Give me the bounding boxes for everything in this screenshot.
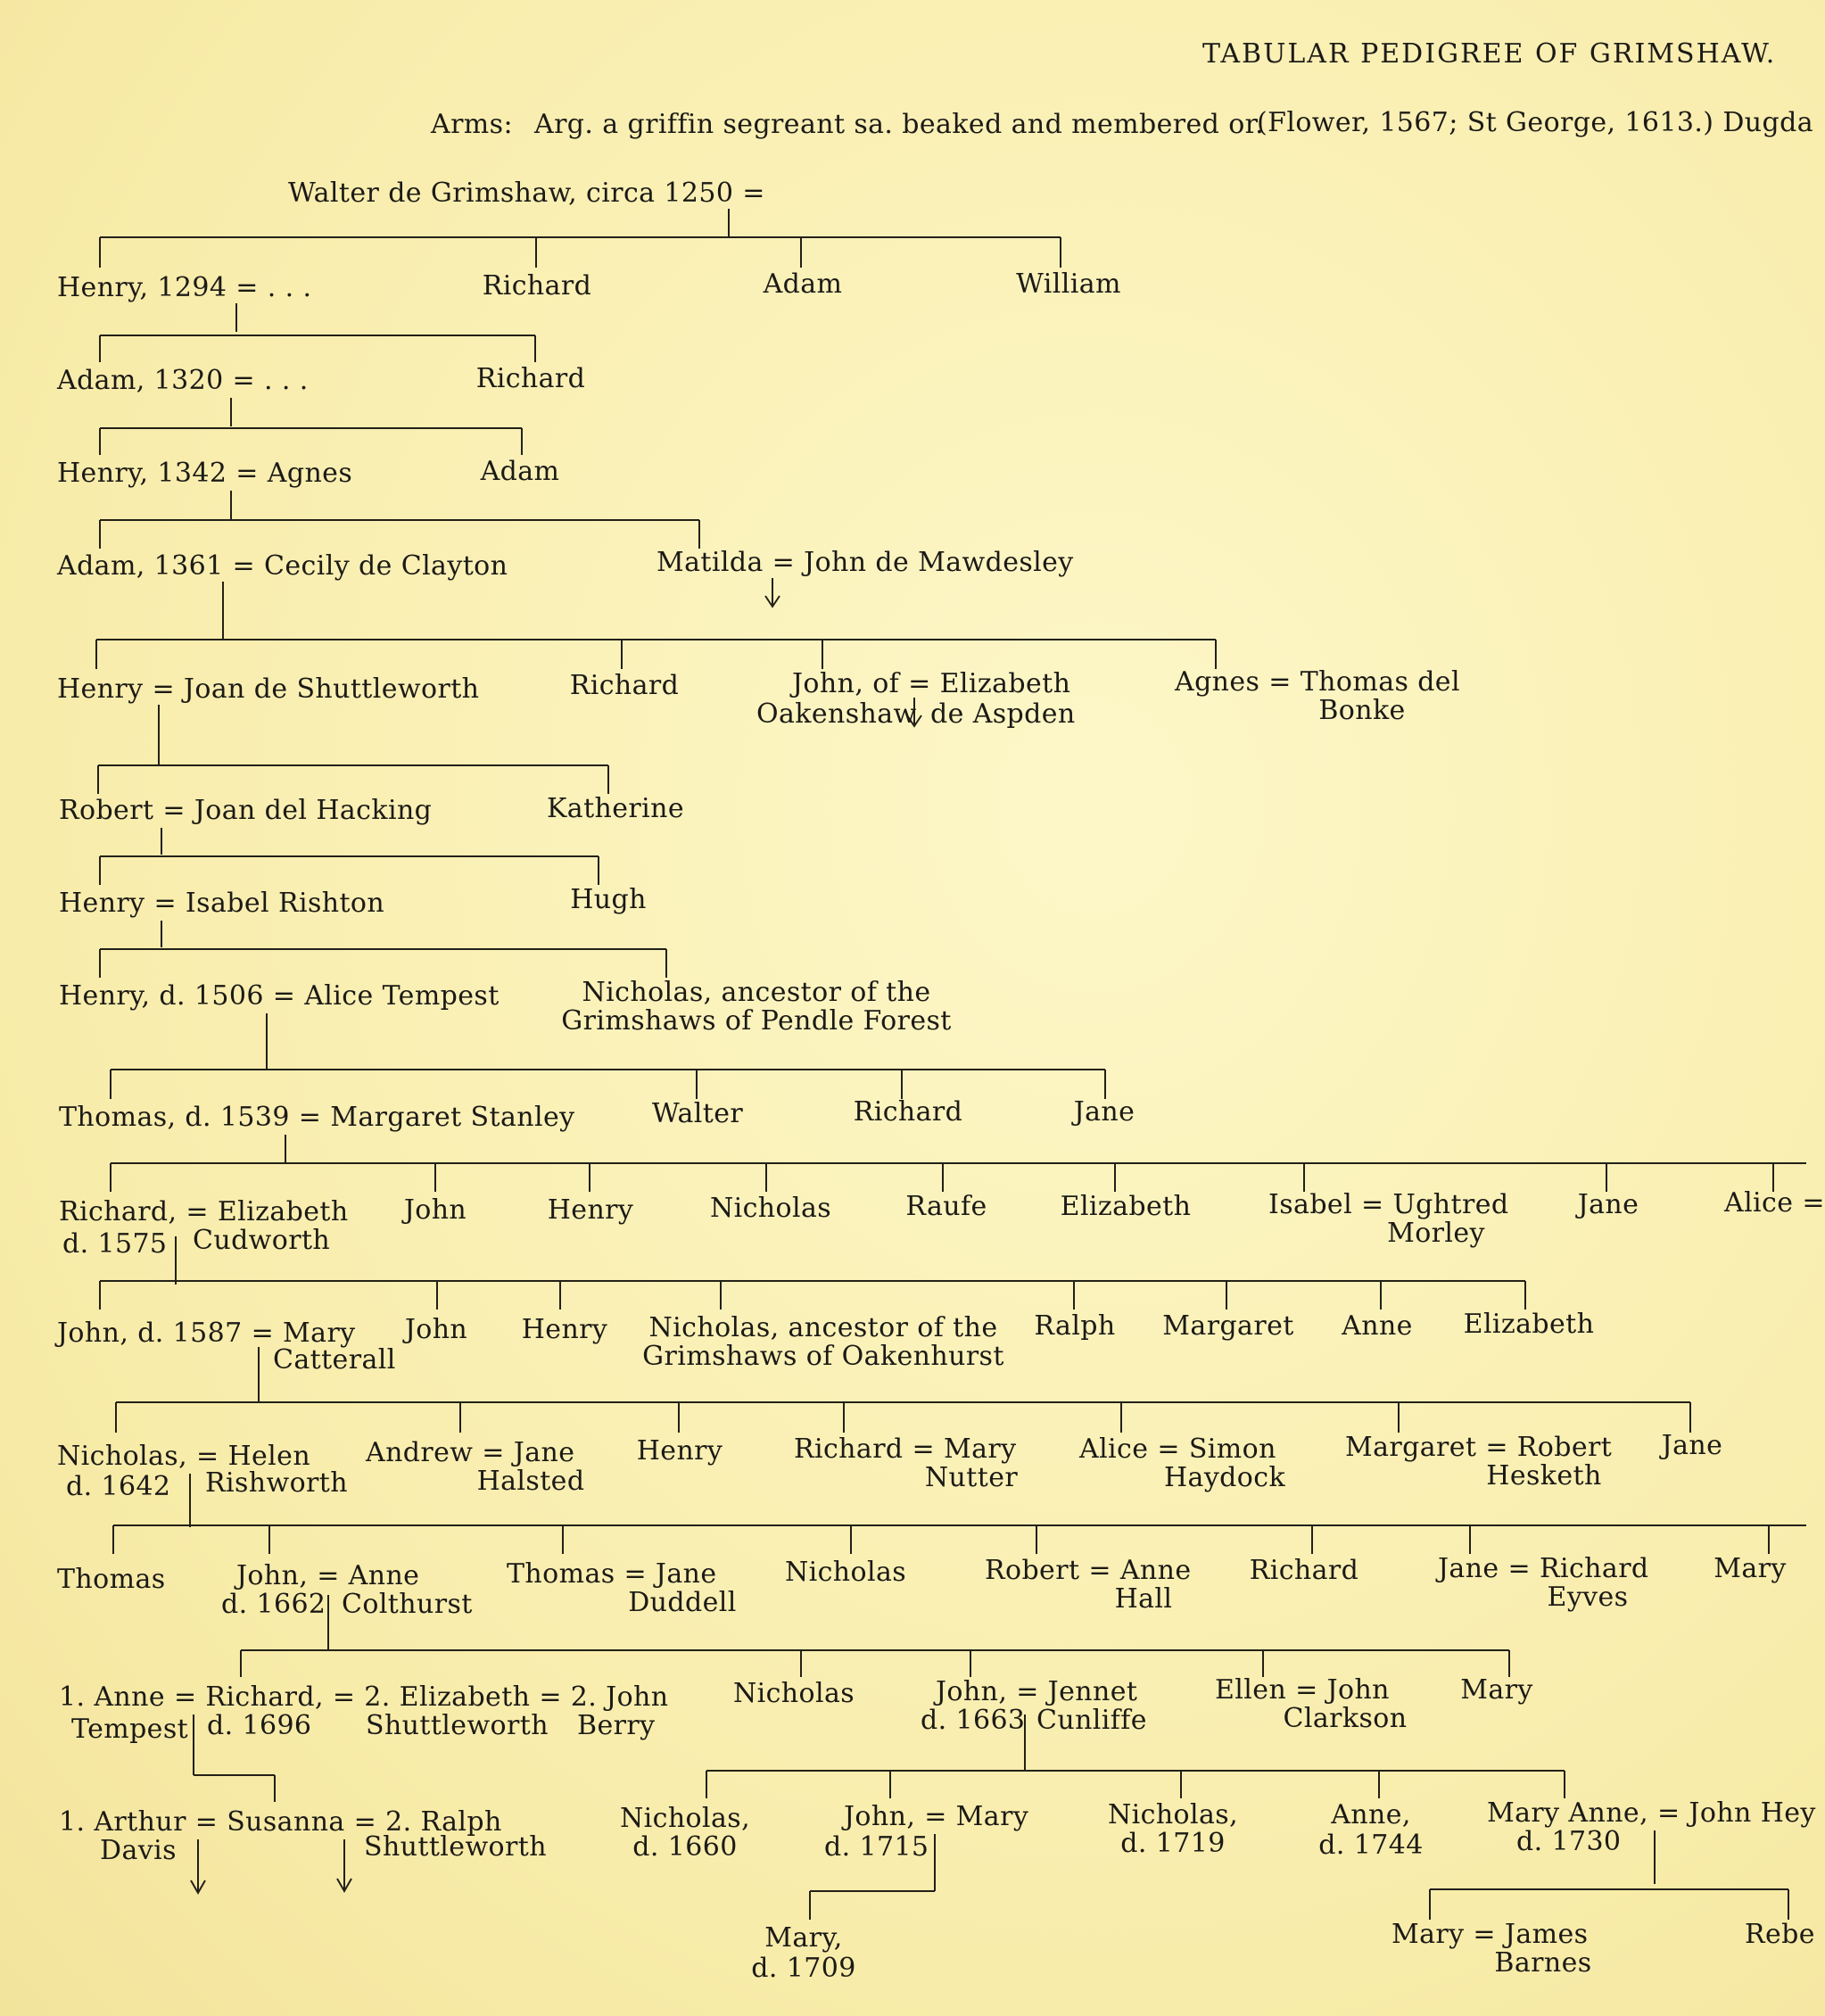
person-katherine: Katherine	[546, 793, 685, 824]
person-nicholas-1660: d. 1660	[632, 1831, 738, 1863]
person-elizabeth-de-aspden: de Aspden	[930, 698, 1076, 730]
person-jane: Jane	[1073, 1096, 1135, 1128]
person-john-clarkson: Clarkson	[1283, 1703, 1408, 1734]
person-agnes: Agnes = Thomas del	[1175, 666, 1460, 698]
person-adam-1320: Adam, 1320 = . . .	[57, 365, 309, 396]
person-ralph: Ralph	[1034, 1310, 1116, 1342]
person-anne: Anne	[1342, 1310, 1413, 1342]
person-andrew: Andrew = Jane	[366, 1437, 575, 1468]
person-thomas: Thomas	[57, 1564, 166, 1595]
person-richard-1575: Richard, = Elizabeth	[59, 1196, 349, 1227]
person-margaret: Margaret = Robert	[1345, 1432, 1613, 1463]
person-anne-hall: Hall	[1114, 1583, 1173, 1615]
person-henry-1342: Henry, 1342 = Agnes	[57, 458, 353, 489]
person-robert: Robert = Joan del Hacking	[59, 795, 433, 826]
person-john-berry: Berry	[577, 1710, 656, 1741]
person-richard-eyves: Eyves	[1547, 1582, 1629, 1613]
person-rebe: Rebe	[1745, 1919, 1815, 1950]
person-john-of-oakenshaw: John, of = Elizabeth	[792, 668, 1071, 699]
person-ralph-shuttleworth: Shuttleworth	[364, 1831, 547, 1863]
person-mary-catterall: Catterall	[273, 1344, 396, 1376]
person-john-of-oakenshaw: Oakenshaw	[756, 698, 917, 730]
person-john-1715: John, = Mary	[844, 1801, 1029, 1832]
person-jennet-cunliffe: Cunliffe	[1036, 1705, 1147, 1736]
person-richard: Richard	[482, 270, 592, 302]
person-richard-1696: d. 1696	[207, 1710, 312, 1741]
person-richard: Richard = Mary	[794, 1434, 1017, 1465]
person-jane: Jane	[1661, 1430, 1723, 1461]
person-henry: Henry	[547, 1194, 634, 1226]
person-john-1663: d. 1663	[921, 1705, 1026, 1736]
person-richard: Richard	[475, 363, 586, 394]
person-susanna: 1. Arthur = Susanna = 2. Ralph	[59, 1806, 502, 1838]
arms-sources: (Flower, 1567; St George, 1613.) Dugda	[1257, 107, 1814, 138]
person-nicholas-1719: d. 1719	[1120, 1828, 1226, 1859]
person-anne-1744: Anne,	[1331, 1799, 1411, 1830]
person-jane: Jane	[1577, 1189, 1639, 1220]
person-matilda: Matilda = John de Mawdesley	[657, 547, 1074, 578]
person-william: William	[1016, 269, 1121, 300]
person-john: John	[403, 1194, 467, 1226]
person-nicholas-1642: Nicholas, = Helen	[57, 1441, 311, 1472]
arms-blazon: Arg. a griffin segreant sa. beaked and membered or.	[534, 109, 1265, 140]
person-isabel: Isabel = Ughtred	[1268, 1189, 1509, 1220]
person-john-1587: John, d. 1587 = Mary	[57, 1318, 356, 1349]
person-raufe: Raufe	[905, 1191, 987, 1222]
person-john: John	[404, 1314, 468, 1345]
person-alice: Alice = Simon	[1079, 1434, 1276, 1465]
person-elizabeth-cudworth: Cudworth	[193, 1225, 331, 1256]
person-nicholas-pendle: Grimshaws of Pendle Forest	[561, 1005, 952, 1037]
person-hugh: Hugh	[570, 884, 647, 915]
person-alice: Alice =	[1724, 1187, 1825, 1219]
person-thomas: Thomas = Jane	[507, 1558, 717, 1590]
person-henry: Henry = Isabel Rishton	[59, 888, 385, 919]
person-nicholas-oakenhurst: Nicholas, ancestor of the	[648, 1312, 998, 1343]
person-john-1662: John, = Anne	[236, 1560, 420, 1591]
person-nicholas: Nicholas	[784, 1557, 907, 1588]
person-adam-1361: Adam, 1361 = Cecily de Clayton	[57, 550, 508, 582]
person-jane-duddell: Duddell	[628, 1587, 737, 1618]
person-richard: Richard	[569, 670, 680, 701]
person-simon-haydock: Haydock	[1163, 1462, 1286, 1493]
person-mary: Mary	[1460, 1674, 1533, 1706]
person-thomas-1539: Thomas, d. 1539 = Margaret Stanley	[59, 1102, 575, 1133]
person-anne-1744: d. 1744	[1318, 1830, 1424, 1861]
person-margaret: Margaret	[1162, 1310, 1294, 1342]
person-helen-rishworth: Rishworth	[205, 1467, 348, 1499]
person-henry: Henry	[521, 1314, 608, 1345]
person-mary: Mary = James	[1391, 1919, 1589, 1950]
person-walter: Walter	[651, 1098, 744, 1129]
person-john-1663: John, = Jennet	[936, 1676, 1138, 1707]
person-adam: Adam	[480, 456, 560, 487]
person-mary: Mary	[1714, 1553, 1787, 1584]
person-elizabeth: Elizabeth	[1060, 1191, 1192, 1222]
person-henry-1506: Henry, d. 1506 = Alice Tempest	[59, 980, 500, 1012]
person-robert-hesketh: Hesketh	[1486, 1460, 1602, 1491]
person-robert: Robert = Anne	[985, 1555, 1192, 1586]
person-richard-1575: d. 1575	[62, 1228, 168, 1260]
person-mary-anne-1730: d. 1730	[1516, 1826, 1622, 1857]
person-john-1662: d. 1662	[221, 1589, 326, 1620]
person-adam: Adam	[763, 269, 843, 300]
person-henry: Henry = Joan de Shuttleworth	[57, 673, 480, 705]
person-john-1715: d. 1715	[824, 1831, 929, 1863]
person-mary-1709: d. 1709	[751, 1953, 856, 1984]
person-henry-1294: Henry, 1294 = . . .	[57, 272, 312, 303]
person-richard: Richard	[1249, 1555, 1359, 1586]
person-jane-halsted: Halsted	[476, 1466, 585, 1497]
person-elizabeth: Elizabeth	[1463, 1309, 1595, 1340]
person-nicholas: Nicholas	[709, 1193, 832, 1224]
person-nicholas-1719: Nicholas,	[1107, 1799, 1239, 1830]
person-anne-tempest: Tempest	[71, 1714, 189, 1745]
person-mary-anne-1730: Mary Anne, = John Hey	[1487, 1797, 1816, 1829]
person-arthur-davis: Davis	[100, 1835, 177, 1866]
person-nicholas-pendle: Nicholas, ancestor of the	[582, 977, 931, 1008]
page-title: TABULAR PEDIGREE OF GRIMSHAW.	[1202, 38, 1777, 70]
person-nicholas-1660: Nicholas,	[619, 1803, 751, 1834]
person-nicholas-oakenhurst: Grimshaws of Oakenhurst	[642, 1341, 1004, 1372]
person-henry: Henry	[636, 1435, 723, 1467]
person-richard-1696: 1. Anne = Richard, = 2. Elizabeth = 2. John	[59, 1681, 669, 1713]
person-walter: Walter de Grimshaw, circa 1250 =	[288, 178, 765, 209]
person-mary-1709: Mary,	[764, 1922, 843, 1954]
person-jane: Jane = Richard	[1438, 1553, 1649, 1584]
arms-label: Arms:	[431, 109, 513, 140]
person-mary-nutter: Nutter	[924, 1462, 1019, 1493]
person-richard: Richard	[853, 1096, 963, 1128]
person-ughtred-morley: Morley	[1387, 1218, 1485, 1249]
person-anne-colthurst: Colthurst	[342, 1589, 473, 1620]
person-thomas-del-bonke: Bonke	[1318, 695, 1406, 726]
person-james-barnes: Barnes	[1494, 1947, 1592, 1979]
person-elizabeth-shuttleworth: Shuttleworth	[366, 1710, 549, 1741]
person-nicholas: Nicholas	[732, 1678, 855, 1709]
person-ellen: Ellen = John	[1215, 1674, 1390, 1706]
person-nicholas-1642: d. 1642	[66, 1471, 171, 1502]
